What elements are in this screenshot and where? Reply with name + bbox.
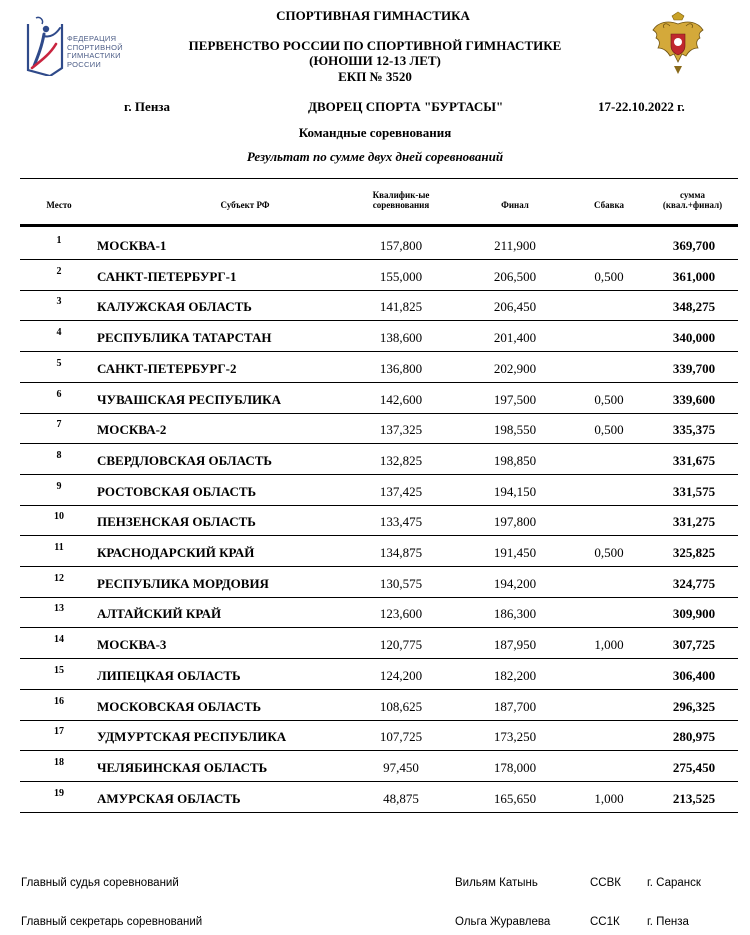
table-row	[20, 692, 738, 722]
total-cell: 296,325	[672, 699, 716, 714]
row-divider	[20, 597, 738, 598]
deduction-cell: 1,000	[594, 791, 624, 806]
total-cell: 306,400	[672, 668, 716, 683]
region-cell: АМУРСКАЯ ОБЛАСТЬ	[97, 791, 241, 806]
place-cell: 9	[56, 481, 62, 492]
qualification-cell: 134,875	[379, 545, 423, 560]
federation-line: ФЕДЕРАЦИЯ	[67, 34, 117, 43]
qualification-cell: 157,800	[379, 238, 423, 253]
place-cell: 10	[54, 511, 64, 522]
row-divider	[20, 627, 738, 628]
region-cell: ЛИПЕЦКАЯ ОБЛАСТЬ	[97, 668, 241, 683]
qualification-cell: 141,825	[379, 299, 423, 314]
place-cell: 8	[56, 450, 62, 461]
header-final: Финал	[501, 200, 529, 210]
region-cell: ЧЕЛЯБИНСКАЯ ОБЛАСТЬ	[97, 760, 268, 775]
qualification-cell: 155,000	[379, 269, 423, 284]
region-cell: САНКТ-ПЕТЕРБУРГ-1	[97, 269, 237, 284]
region-cell: УДМУРТСКАЯ РЕСПУБЛИКА	[97, 729, 287, 744]
qualification-cell: 142,600	[379, 392, 423, 407]
deduction-cell: 0,500	[594, 422, 624, 437]
row-divider	[20, 689, 738, 690]
row-divider	[20, 351, 738, 352]
federation-line: СПОРТИВНОЙ	[67, 42, 123, 52]
final-cell: 191,450	[493, 545, 537, 560]
qualification-cell: 137,325	[379, 422, 423, 437]
chief-secretary-category: СС1К	[590, 916, 620, 928]
row-divider	[20, 413, 738, 414]
final-cell: 178,000	[493, 760, 537, 775]
competition-subtitle: Результат по сумме двух дней соревнований	[246, 149, 504, 164]
table-row	[20, 784, 738, 814]
table-row	[20, 630, 738, 660]
total-cell: 280,975	[672, 729, 716, 744]
header-qualification	[346, 190, 456, 210]
table-row	[20, 354, 738, 384]
total-cell: 331,675	[672, 453, 716, 468]
total-cell: 335,375	[672, 422, 716, 437]
place-cell: 1	[56, 235, 62, 246]
table-row	[20, 292, 738, 322]
table-row	[20, 722, 738, 752]
row-divider	[20, 259, 738, 260]
place-cell: 5	[56, 358, 62, 369]
row-divider	[20, 720, 738, 721]
final-cell: 197,500	[493, 392, 537, 407]
federation-line: РОССИИ	[67, 59, 102, 69]
row-divider	[20, 781, 738, 782]
row-divider	[20, 750, 738, 751]
qualification-cell: 107,725	[379, 729, 423, 744]
row-divider	[20, 382, 738, 383]
final-cell: 182,200	[493, 668, 537, 683]
place-cell: 15	[54, 665, 64, 676]
table-row	[20, 385, 738, 415]
row-divider	[20, 566, 738, 567]
place-cell: 3	[56, 296, 62, 307]
place-cell: 13	[54, 603, 64, 614]
region-cell: КАЛУЖСКАЯ ОБЛАСТЬ	[97, 299, 252, 314]
header-qualification-line: Квалифик-ые	[372, 190, 430, 200]
chief-secretary-name: Ольга Журавлева	[455, 916, 551, 928]
table-row	[20, 599, 738, 629]
header-region: Субъект РФ	[220, 200, 270, 210]
region-cell: СВЕРДЛОВСКАЯ ОБЛАСТЬ	[97, 453, 272, 468]
qualification-cell: 124,200	[379, 668, 423, 683]
venue-name: ДВОРЕЦ СПОРТА "БУРТАСЫ"	[308, 99, 504, 114]
header-total	[645, 190, 740, 210]
deduction-cell: 0,500	[594, 392, 624, 407]
table-row	[20, 323, 738, 353]
qualification-cell: 48,875	[383, 791, 419, 806]
table-row	[20, 231, 738, 261]
chief-secretary-role: Главный секретарь соревнований	[21, 916, 203, 928]
region-cell: САНКТ-ПЕТЕРБУРГ-2	[97, 361, 237, 376]
qualification-cell: 97,450	[383, 760, 419, 775]
final-cell: 165,650	[493, 791, 537, 806]
chief-judge-city: г. Саранск	[647, 877, 701, 889]
region-cell: РЕСПУБЛИКА МОРДОВИЯ	[97, 576, 269, 591]
total-cell: 309,900	[672, 606, 716, 621]
qualification-cell: 108,625	[379, 699, 423, 714]
final-cell: 173,250	[493, 729, 537, 744]
total-cell: 348,275	[672, 299, 716, 314]
total-cell: 275,450	[672, 760, 716, 775]
total-cell: 307,725	[672, 637, 716, 652]
final-cell: 198,550	[493, 422, 537, 437]
deduction-cell: 1,000	[594, 637, 624, 652]
region-cell: АЛТАЙСКИЙ КРАЙ	[97, 606, 222, 621]
qualification-cell: 130,575	[379, 576, 423, 591]
region-cell: ЧУВАШСКАЯ РЕСПУБЛИКА	[97, 392, 281, 407]
qualification-cell: 133,475	[379, 514, 423, 529]
total-cell: 339,700	[672, 361, 716, 376]
header-qualification-line: соревнования	[372, 200, 430, 210]
total-cell: 213,525	[672, 791, 716, 806]
row-divider	[20, 290, 738, 291]
final-cell: 202,900	[493, 361, 537, 376]
row-divider	[20, 812, 738, 813]
place-cell: 4	[56, 327, 62, 338]
table-row	[20, 415, 738, 445]
place-cell: 11	[54, 542, 64, 553]
table-row	[20, 538, 738, 568]
final-cell: 211,900	[494, 238, 536, 253]
row-divider	[20, 443, 738, 444]
table-header-rule	[20, 224, 738, 227]
competition-title: Командные соревнования	[298, 125, 452, 140]
event-dates: 17-22.10.2022 г.	[598, 99, 685, 114]
qualification-cell: 137,425	[379, 484, 423, 499]
table-top-rule	[20, 178, 738, 179]
place-cell: 17	[54, 726, 64, 737]
header-total-line: сумма	[680, 190, 705, 200]
qualification-cell: 136,800	[379, 361, 423, 376]
qualification-cell: 120,775	[379, 637, 423, 652]
table-row	[20, 661, 738, 691]
table-row	[20, 569, 738, 599]
region-cell: МОСКВА-1	[97, 238, 167, 253]
table-row	[20, 507, 738, 537]
place-cell: 14	[54, 634, 64, 645]
row-divider	[20, 474, 738, 475]
total-cell: 369,700	[672, 238, 716, 253]
region-cell: МОСКВА-2	[97, 422, 167, 437]
header-total-line: (квал.+финал)	[662, 200, 723, 210]
region-cell: ПЕНЗЕНСКАЯ ОБЛАСТЬ	[97, 514, 256, 529]
event-category: (ЮНОШИ 12-13 ЛЕТ)	[309, 53, 441, 68]
region-cell: РЕСПУБЛИКА ТАТАРСТАН	[97, 330, 272, 345]
chief-judge-category: ССВК	[590, 877, 621, 889]
deduction-cell: 0,500	[594, 545, 624, 560]
header-place: Место	[46, 200, 72, 210]
region-cell: РОСТОВСКАЯ ОБЛАСТЬ	[97, 484, 257, 499]
final-cell: 198,850	[493, 453, 537, 468]
table-row	[20, 446, 738, 476]
event-ekp-number: ЕКП № 3520	[338, 69, 412, 84]
chief-judge-name: Вильям Катынь	[455, 877, 538, 889]
region-cell: МОСКВА-3	[97, 637, 167, 652]
row-divider	[20, 505, 738, 506]
total-cell: 331,575	[672, 484, 716, 499]
place-cell: 16	[54, 696, 64, 707]
total-cell: 324,775	[672, 576, 716, 591]
deduction-cell: 0,500	[594, 269, 624, 284]
final-cell: 194,200	[493, 576, 537, 591]
final-cell: 194,150	[493, 484, 537, 499]
total-cell: 325,825	[672, 545, 716, 560]
qualification-cell: 132,825	[379, 453, 423, 468]
row-divider	[20, 535, 738, 536]
place-cell: 18	[54, 757, 64, 768]
page-title: СПОРТИВНАЯ ГИМНАСТИКА	[276, 8, 470, 23]
final-cell: 186,300	[493, 606, 537, 621]
final-cell: 187,700	[493, 699, 537, 714]
table-row	[20, 262, 738, 292]
qualification-cell: 138,600	[379, 330, 423, 345]
region-cell: МОСКОВСКАЯ ОБЛАСТЬ	[97, 699, 262, 714]
row-divider	[20, 320, 738, 321]
qualification-cell: 123,600	[379, 606, 423, 621]
row-divider	[20, 658, 738, 659]
final-cell: 206,500	[493, 269, 537, 284]
table-row	[20, 477, 738, 507]
place-cell: 6	[56, 389, 62, 400]
total-cell: 361,000	[672, 269, 716, 284]
place-cell: 19	[54, 788, 64, 799]
chief-judge-role: Главный судья соревнований	[21, 877, 179, 889]
place-cell: 7	[56, 419, 62, 430]
place-cell: 2	[56, 266, 62, 277]
table-row	[20, 753, 738, 783]
chief-secretary-city: г. Пенза	[647, 916, 689, 928]
venue-city: г. Пенза	[124, 99, 171, 114]
total-cell: 340,000	[672, 330, 716, 345]
region-cell: КРАСНОДАРСКИЙ КРАЙ	[97, 545, 255, 560]
federation-line: ГИМНАСТИКИ	[67, 51, 121, 61]
header-deduction: Сбавка	[593, 200, 625, 210]
place-cell: 12	[54, 573, 64, 584]
final-cell: 197,800	[493, 514, 537, 529]
final-cell: 201,400	[493, 330, 537, 345]
event-title: ПЕРВЕНСТВО РОССИИ ПО СПОРТИВНОЙ ГИМНАСТИКЕ	[188, 38, 562, 53]
final-cell: 206,450	[493, 299, 537, 314]
total-cell: 339,600	[672, 392, 716, 407]
final-cell: 187,950	[493, 637, 537, 652]
total-cell: 331,275	[672, 514, 716, 529]
